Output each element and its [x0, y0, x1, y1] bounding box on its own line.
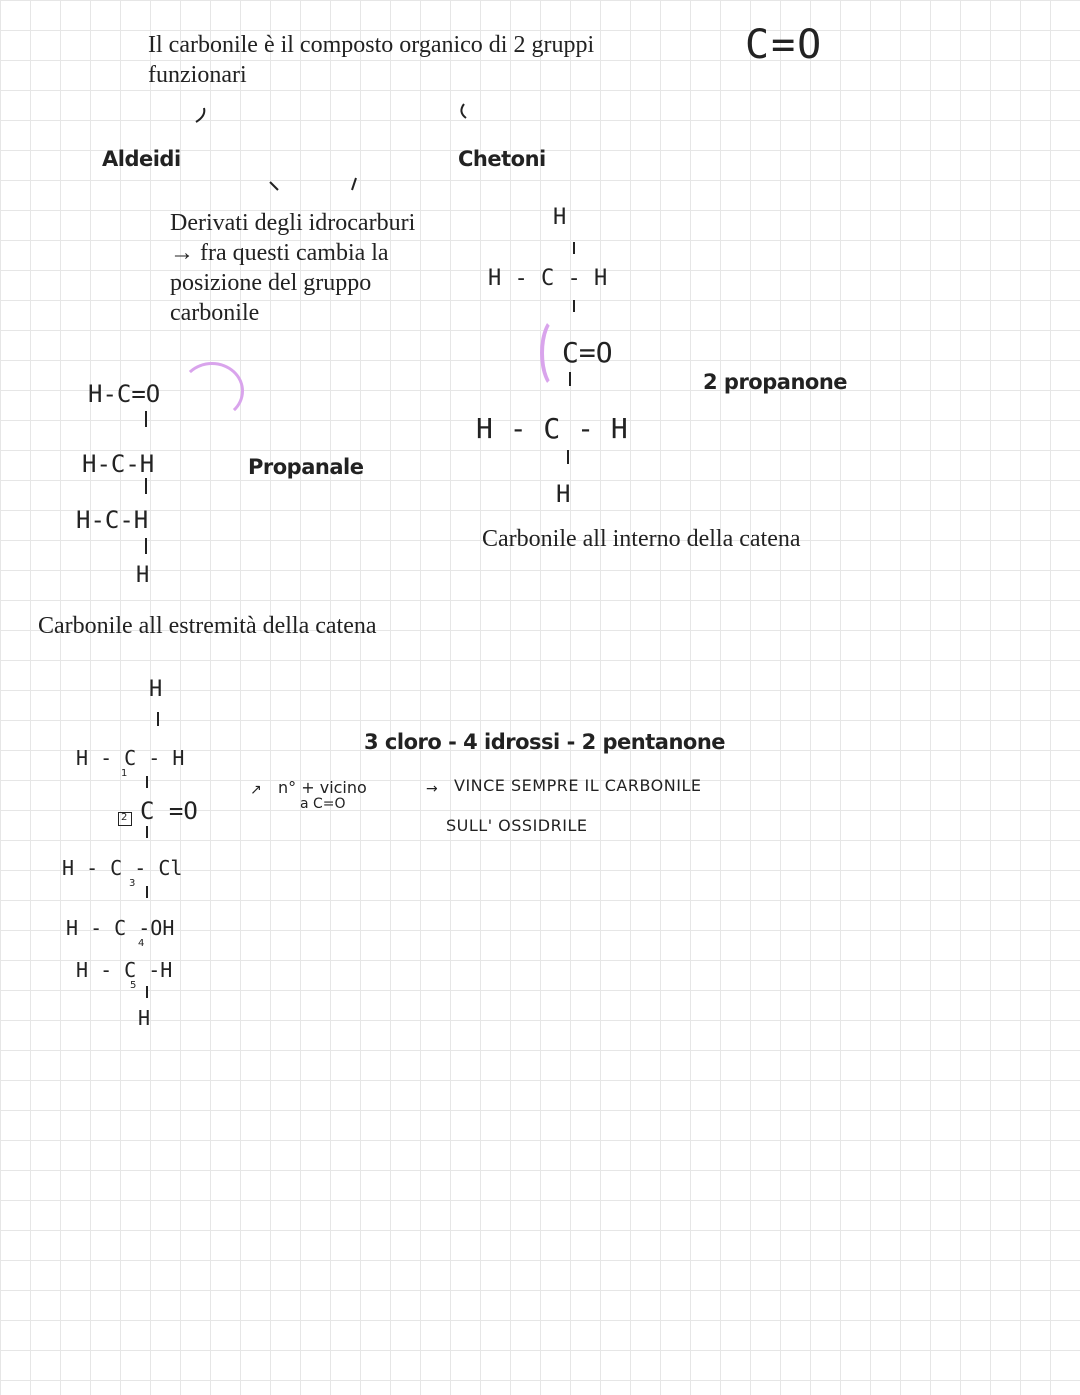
- propanal-row-1: H-C=O: [88, 380, 161, 408]
- derivati-line-3: posizione del gruppo: [170, 270, 372, 296]
- note-2-arrow-icon: →: [426, 781, 438, 797]
- pentanone-row-1: H: [149, 677, 163, 702]
- propanone-row-5: H: [556, 480, 571, 508]
- propanal-caption: Carbonile all estremità della catena: [38, 613, 377, 639]
- propanone-row-1: H: [553, 205, 567, 230]
- pentanone-locant-4: 4: [138, 938, 145, 949]
- propanone-row-2: H - C - H: [488, 266, 608, 291]
- propanone-name: 2 propanone: [703, 370, 848, 394]
- propanal-row-4: H: [136, 563, 150, 588]
- pentanone-locant-2: 2: [121, 812, 128, 823]
- propanone-caption: Carbonile all interno della catena: [482, 526, 801, 552]
- propanone-row-4: H - C - H: [476, 412, 628, 445]
- heading-aldeidi: Aldeidi: [102, 147, 181, 171]
- pentanone-row-3: C =O: [140, 797, 198, 825]
- propanal-row-2: H-C-H: [82, 450, 155, 478]
- pentanone-row-6: H - C -H: [76, 958, 173, 982]
- derivati-line-1: Derivati degli idrocarburi: [170, 210, 416, 236]
- pentanone-locant-2-box: [118, 812, 132, 826]
- note-arrow-icon: ↗: [250, 782, 262, 798]
- derivati-line-2: → fra questi cambia la: [170, 240, 389, 266]
- heading-chetoni: Chetoni: [458, 147, 546, 171]
- pentanone-row-5: H - C -OH: [66, 916, 175, 940]
- pentanone-name: 3 cloro - 4 idrossi - 2 pentanone: [364, 730, 726, 754]
- note-1-line-2: a C=O: [300, 796, 346, 812]
- note-2-line-1: VINCE SEMPRE IL CARBONILE: [454, 776, 702, 795]
- note-2-line-2: SULL' OSSIDRILE: [446, 816, 588, 835]
- pentanone-row-7: H: [138, 1006, 151, 1030]
- note-1-line-1: n° + vicino: [278, 778, 367, 797]
- propanal-name: Propanale: [248, 455, 364, 479]
- propanone-row-3: C=O: [562, 336, 613, 369]
- pentanone-row-2: H - C - H: [76, 746, 185, 770]
- intro-line-2: funzionari: [148, 62, 247, 88]
- carbonyl-formula: C=O: [745, 22, 824, 68]
- pentanone-locant-1: 1: [121, 768, 128, 779]
- propanal-row-3: H-C-H: [76, 506, 149, 534]
- pentanone-locant-5: 5: [130, 980, 137, 991]
- derivati-line-4: carbonile: [170, 300, 260, 326]
- intro-line-1: Il carbonile è il composto organico di 2 gruppi: [148, 32, 595, 58]
- pentanone-row-4: H - C - Cl: [62, 856, 183, 880]
- pentanone-locant-3: 3: [129, 878, 136, 889]
